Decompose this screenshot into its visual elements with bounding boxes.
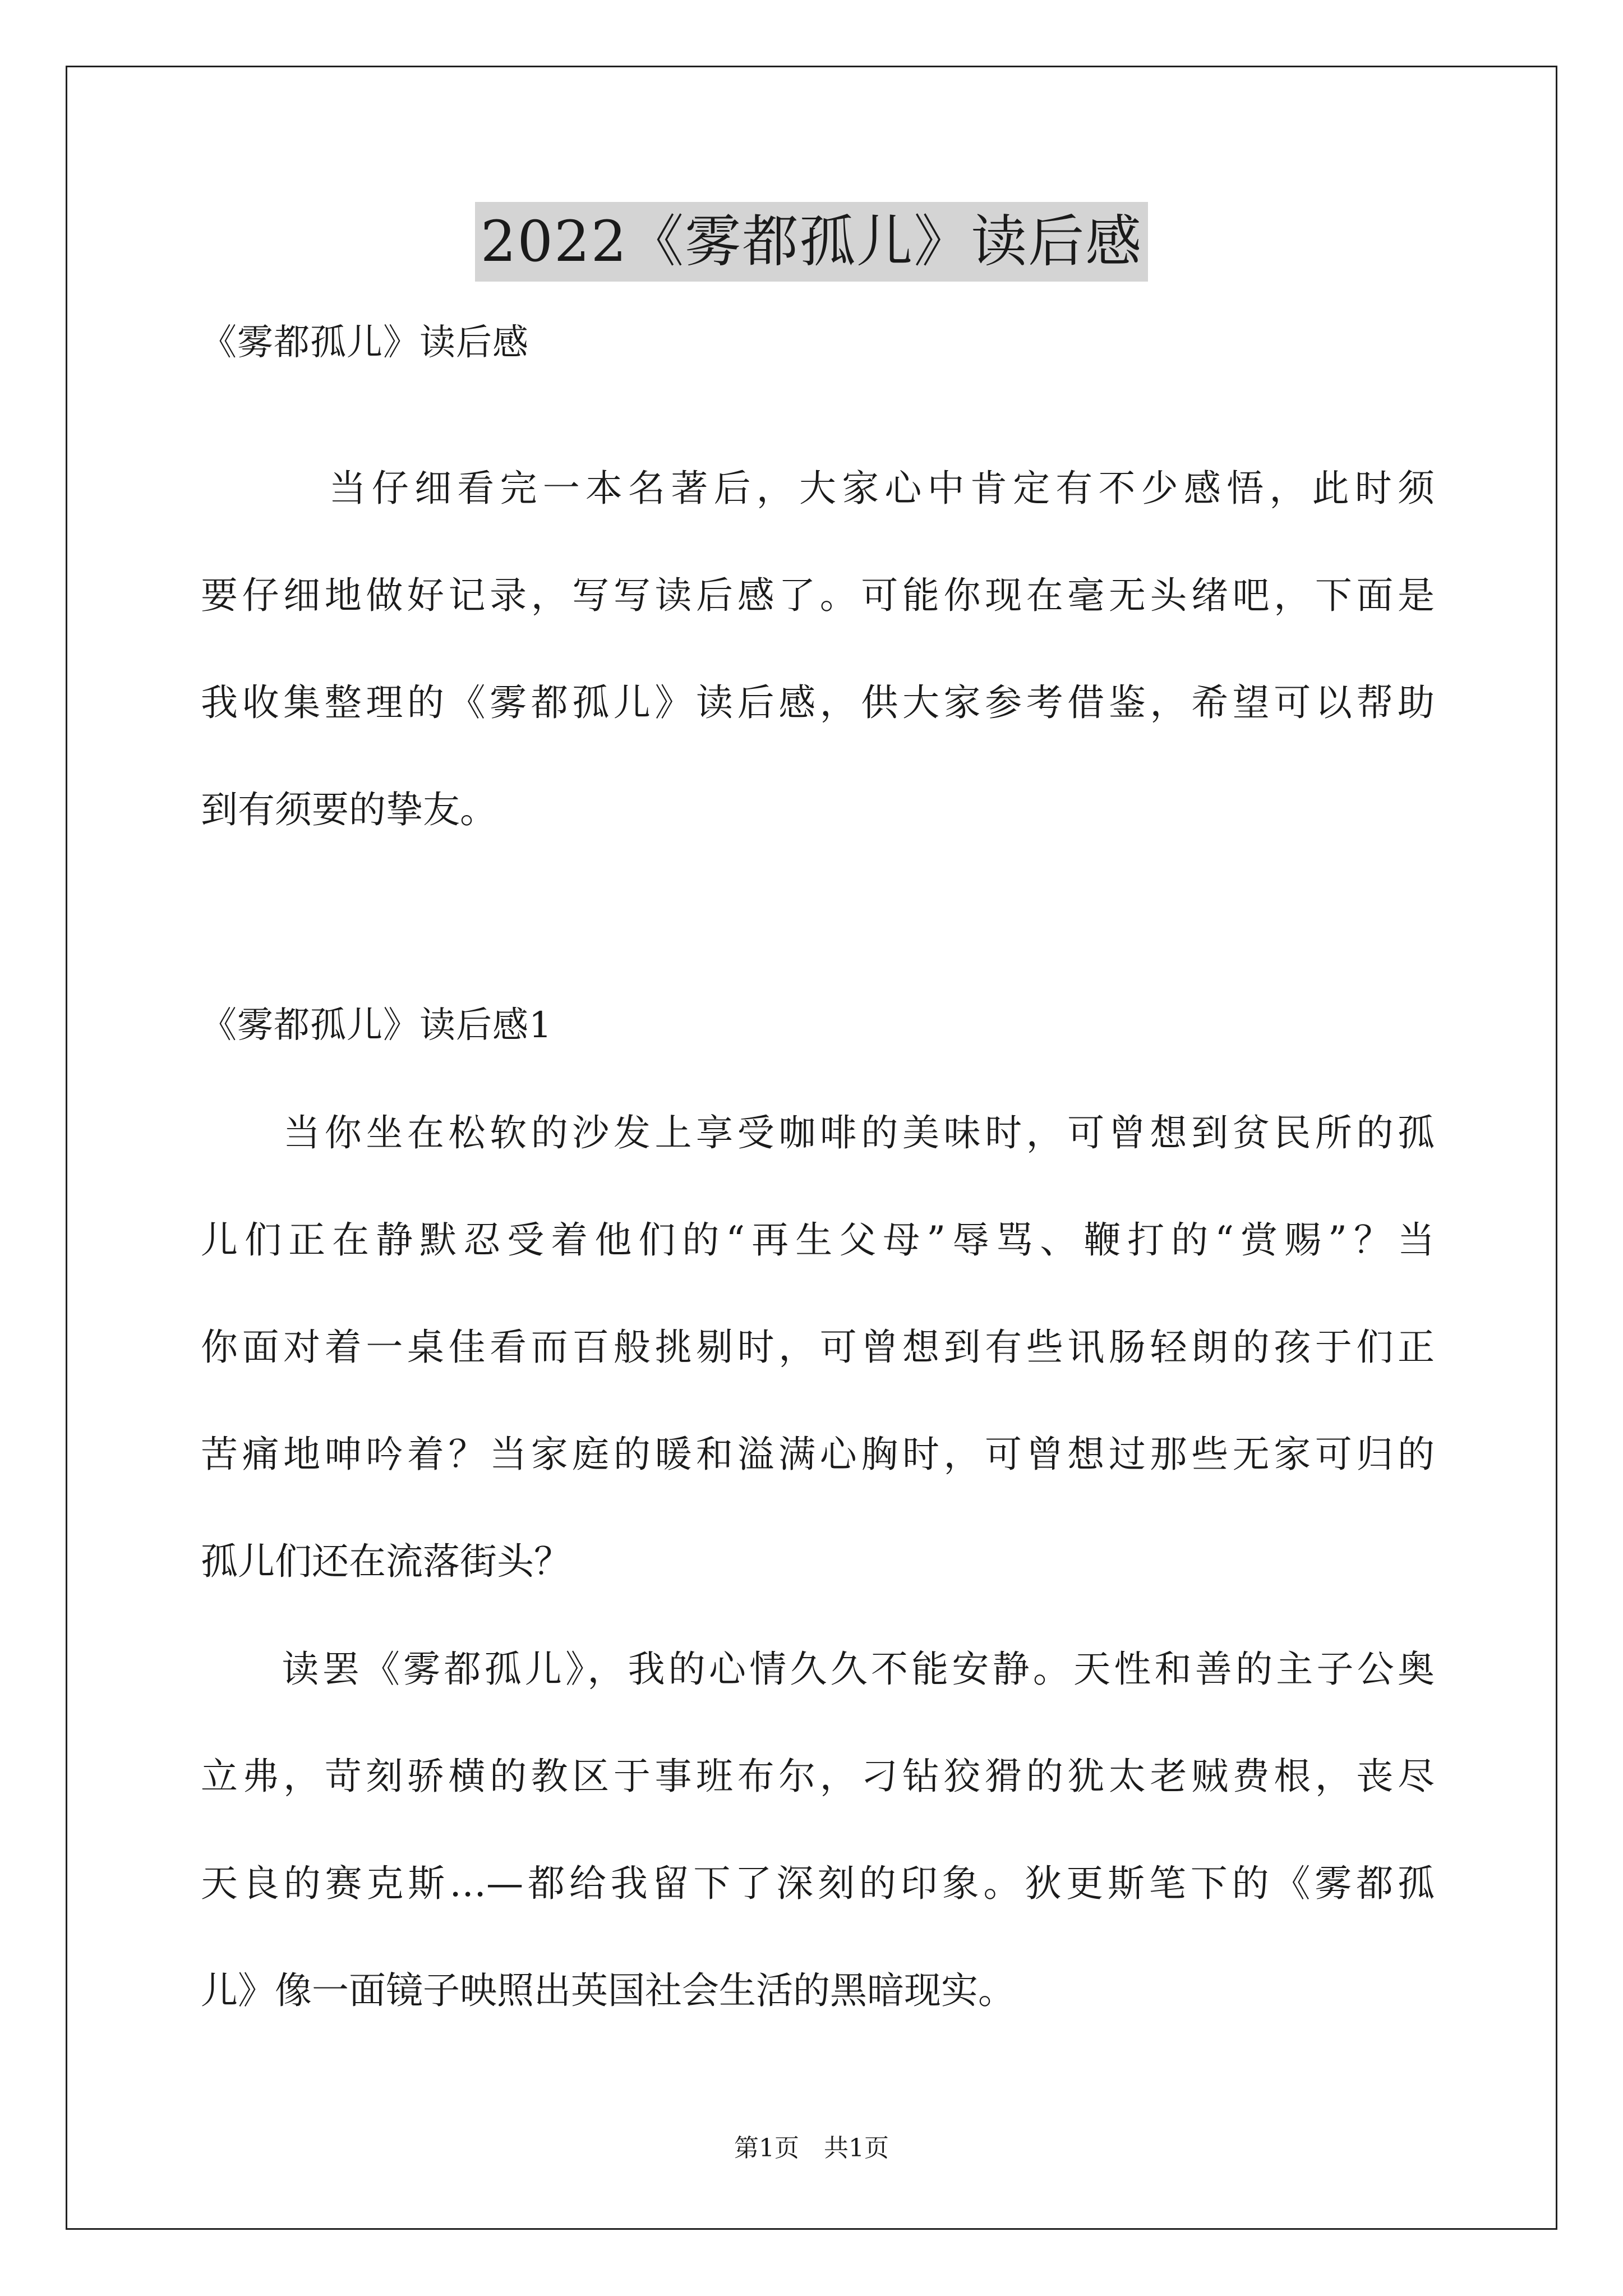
paragraph-line: 儿们正在静默忍受着他们的“再生父母”辱骂、鞭打的“赏赐”？当 [201, 1218, 1435, 1262]
paragraph-line: 我收集整理的《雾都孤儿》读后感，供大家参考借鉴，希望可以帮助 [201, 681, 1435, 724]
title-container [0, 202, 1623, 282]
paragraph-line: 当仔细看完一本名著后，大家心中肯定有不少感悟，此时须 [201, 467, 1435, 510]
paragraph-line: 苦痛地呻吟着？当家庭的暖和溢满心胸时，可曾想过那些无家可归的 [201, 1433, 1435, 1476]
paragraph-line: 立弗，苛刻骄横的教区于事班布尔，刁钻狡猾的犹太老贼费根，丧尽 [201, 1755, 1435, 1798]
section-heading: 《雾都孤儿》读后感1 [201, 1005, 552, 1046]
paragraph-line: 当你坐在松软的沙发上享受咖啡的美味时，可曾想到贫民所的孤 [201, 1111, 1435, 1154]
paragraph-line: 天良的赛克斯…—都给我留下了深刻的印象。狄更斯笔下的《雾都孤 [201, 1862, 1435, 1905]
paragraph-line: 你面对着一桌佳看而百般挑剔时，可曾想到有些讯肠轻朗的孩于们正 [201, 1326, 1435, 1369]
paragraph-line: 读罢《雾都孤儿》，我的心情久久不能安静。天性和善的主子公奥 [201, 1648, 1435, 1691]
paragraph-line: 儿》像一面镜子映照出英国社会生活的黑暗现实。 [201, 1969, 1015, 2012]
paragraph-line: 要仔细地做好记录，写写读后感了。可能你现在毫无头绪吧，下面是 [201, 574, 1435, 617]
page-number: 第1页 共1页 [734, 2134, 889, 2162]
intro-heading: 《雾都孤儿》读后感 [201, 322, 529, 364]
paragraph-line: 到有须要的挚友。 [201, 788, 497, 831]
paragraph-line: 孤儿们还在流落街头？ [201, 1540, 571, 1583]
document-title: 2022《雾都孤儿》读后感 [475, 202, 1149, 282]
